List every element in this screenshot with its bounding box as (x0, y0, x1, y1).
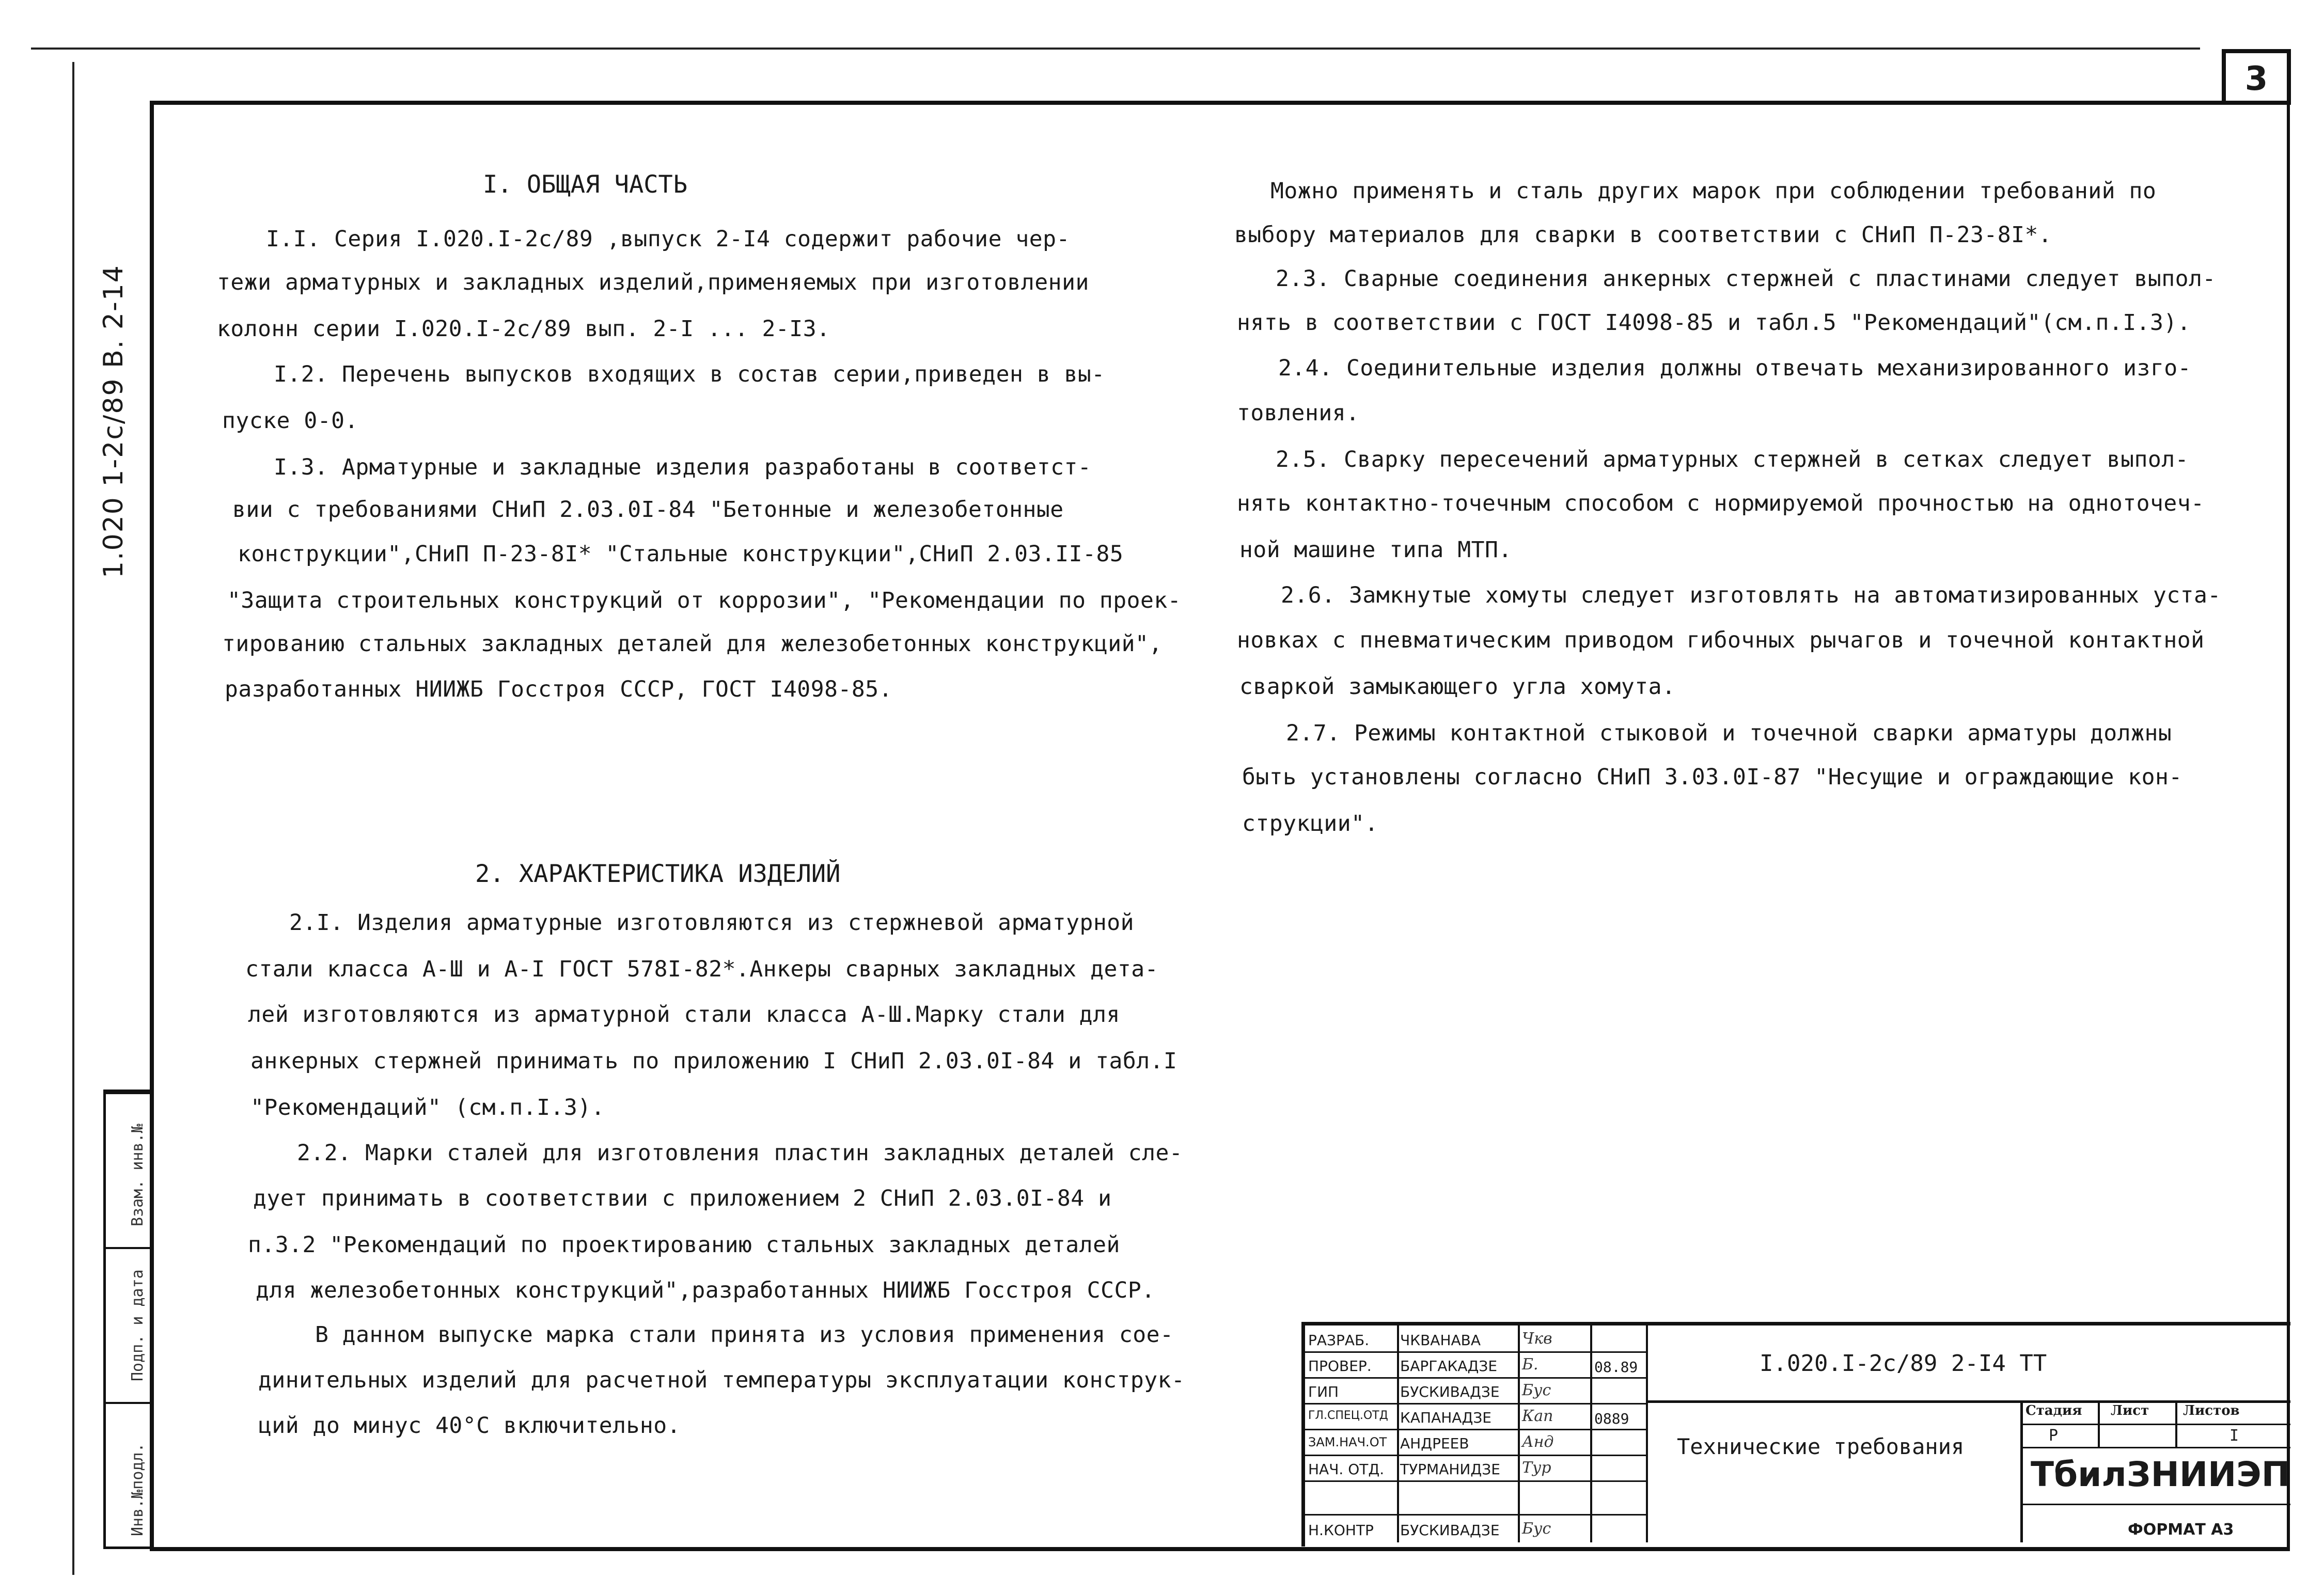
outer-frame-top (31, 48, 2200, 50)
text-line: новках с пневматическим приводом гибочных рычагов и точечной контактной (1237, 627, 2205, 653)
text-line: колонн серии I.020.I-2с/89 вып. 2-I ... 2-I3. (217, 316, 830, 342)
tb-name: БУСКИВАДЗЕ (1400, 1383, 1500, 1400)
tb-sheets-header: Листов (2183, 1403, 2240, 1418)
tb-name: КАПАНАДЗЕ (1400, 1409, 1491, 1426)
text-line: быть установлены согласно СНиП 3.03.0I-87 "Несущие и ограждающие кон- (1242, 764, 2182, 790)
text-line: товления. (1237, 400, 1360, 426)
text-line: для железобетонных конструкций",разработанных НИИЖБ Госстроя СССР. (256, 1277, 1155, 1303)
text-line: вии с требованиями СНиП 2.03.0I-84 "Бетонные и железобетонные (232, 497, 1064, 523)
text-line: сваркой замыкающего угла хомута. (1239, 674, 1676, 700)
text-line: "Защита строительных конструкций от коррозии", "Рекомендации по проек- (227, 588, 1182, 613)
tb-name: БАРГАКАДЗЕ (1400, 1358, 1498, 1375)
text-line: выбору материалов для сварки в соответствии с СНиП П-23-8I*. (1234, 222, 2052, 248)
text-line: тированию стальных закладных деталей для железобетонных конструкций", (222, 631, 1163, 657)
tb-signature: Бус (1522, 1520, 1551, 1538)
tb-role: ЗАМ.НАЧ.ОТ (1308, 1435, 1387, 1449)
text-line: 2.7. Режимы контактной стыковой и точечной сварки арматуры должны (1286, 720, 2172, 746)
tb-role: РАЗРАБ. (1308, 1332, 1370, 1349)
text-line: динительных изделий для расчетной температуры эксплуатации конструк- (258, 1367, 1185, 1393)
text-line: анкерных стержней принимать по приложению I СНиП 2.03.0I-84 и табл.I (250, 1048, 1177, 1074)
text-line: I.3. Арматурные и закладные изделия разработаны в соответст- (274, 454, 1092, 480)
section-heading-characteristics: 2. ХАРАКТЕРИСТИКА ИЗДЕЛИЙ (475, 860, 841, 888)
text-line: 2.6. Замкнутые хомуты следует изготовлять на автоматизированных уста- (1281, 582, 2221, 608)
text-line: дует принимать в соответствии с приложением 2 СНиП 2.03.0I-84 и (253, 1186, 1112, 1211)
side-stamp-strip (103, 1090, 152, 1549)
tb-signature: Чкв (1522, 1330, 1552, 1348)
text-line: тежи арматурных и закладных изделий,применяемых при изготовлении (217, 270, 1089, 295)
text-line: I.I. Серия I.020.I-2с/89 ,выпуск 2-I4 содержит рабочие чер- (266, 226, 1070, 252)
page-number: 3 (2222, 49, 2291, 105)
tb-signature: Анд (1522, 1433, 1554, 1451)
text-line: "Рекомендаций" (см.п.I.3). (250, 1095, 605, 1120)
format-label: ФОРМАТ А3 (2128, 1521, 2234, 1539)
text-line: разработанных НИИЖБ Госстроя СССР, ГОСТ I4098-85. (225, 676, 893, 702)
tb-stage-value: Р (2049, 1427, 2059, 1445)
text-line: ций до минус 40°С включительно. (258, 1413, 681, 1439)
text-line: ной машине типа МТП. (1239, 537, 1512, 563)
side-stamp-label: Подп. и дата (129, 1269, 147, 1381)
text-line: нять в соответствии с ГОСТ I4098-85 и табл.5 "Рекомендаций"(см.п.I.3). (1237, 310, 2191, 336)
text-line: лей изготовляются из арматурной стали класса А-Ш.Марку стали для (248, 1002, 1120, 1028)
document-title: Технические требования (1677, 1434, 1965, 1459)
text-line: конструкции",СНиП П-23-8I* "Стальные конструкции",СНиП 2.03.II-85 (238, 541, 1124, 567)
tb-role: ГЛ.СПЕЦ.ОТД (1308, 1409, 1388, 1422)
side-stamp-label: Взам. инв.№ (129, 1124, 147, 1226)
tb-name: ТУРМАНИДЗЕ (1400, 1461, 1500, 1478)
tb-signature: Бус (1522, 1381, 1551, 1399)
tb-role: ПРОВЕР. (1308, 1358, 1372, 1375)
tb-sheet-header: Лист (2111, 1403, 2149, 1418)
text-line: 2.3. Сварные соединения анкерных стержней с пластинами следует выпол- (1276, 266, 2216, 292)
tb-role: НАЧ. ОТД. (1308, 1461, 1385, 1478)
tb-role: ГИП (1308, 1383, 1339, 1400)
text-line: 2.2. Марки сталей для изготовления пластин закладных деталей сле- (297, 1140, 1183, 1166)
tb-name: ЧКВАНАВА (1400, 1332, 1481, 1349)
tb-signature: Б. (1522, 1355, 1538, 1374)
tb-date: 0889 (1594, 1410, 1629, 1427)
tb-stage-header: Стадия (2025, 1403, 2082, 1418)
text-line: п.3.2 "Рекомендаций по проектированию стальных закладных деталей (248, 1232, 1120, 1258)
text-line: 2.5. Сварку пересечений арматурных стержней в сетках следует выпол- (1276, 447, 2189, 472)
outer-frame-left (72, 62, 74, 1575)
tb-date: 08.89 (1594, 1359, 1638, 1376)
text-line: В данном выпуске марка стали принята из условия применения сое- (315, 1322, 1174, 1348)
text-line: стали класса А-Ш и А-I ГОСТ 578I-82*.Анкеры сварных закладных дета- (245, 956, 1159, 982)
text-line: нять контактно-точечным способом с нормируемой прочностью на одноточеч- (1237, 491, 2205, 516)
text-line: 2.I. Изделия арматурные изготовляются из стержневой арматурной (289, 910, 1135, 936)
organization-name: ТбилЗНИИЭП (2031, 1455, 2290, 1494)
tb-role: Н.КОНТР (1308, 1522, 1374, 1539)
tb-signature: Кап (1522, 1407, 1553, 1425)
tb-sheets-value: I (2229, 1427, 2239, 1445)
section-heading-general: I. ОБЩАЯ ЧАСТЬ (483, 170, 688, 199)
title-block (1301, 1322, 2290, 1546)
tb-name: БУСКИВАДЗЕ (1400, 1522, 1500, 1539)
tb-signature: Тур (1522, 1459, 1551, 1477)
text-line: 2.4. Соединительные изделия должны отвечать механизированного изго- (1278, 355, 2192, 381)
tb-name: АНДРЕЕВ (1400, 1435, 1469, 1452)
side-series-code: 1.020 1-2с/89 В. 2-14 (98, 264, 129, 578)
text-line: Можно применять и сталь других марок при соблюдении требований по (1270, 178, 2157, 204)
document-designation: I.020.I-2с/89 2-I4 ТТ (1760, 1350, 2047, 1377)
text-line: струкции". (1242, 811, 1378, 837)
side-stamp-label: Инв.№подл. (129, 1443, 147, 1536)
text-line: пуске 0-0. (222, 408, 358, 434)
text-line: I.2. Перечень выпусков входящих в состав серии,приведен в вы- (274, 361, 1105, 387)
